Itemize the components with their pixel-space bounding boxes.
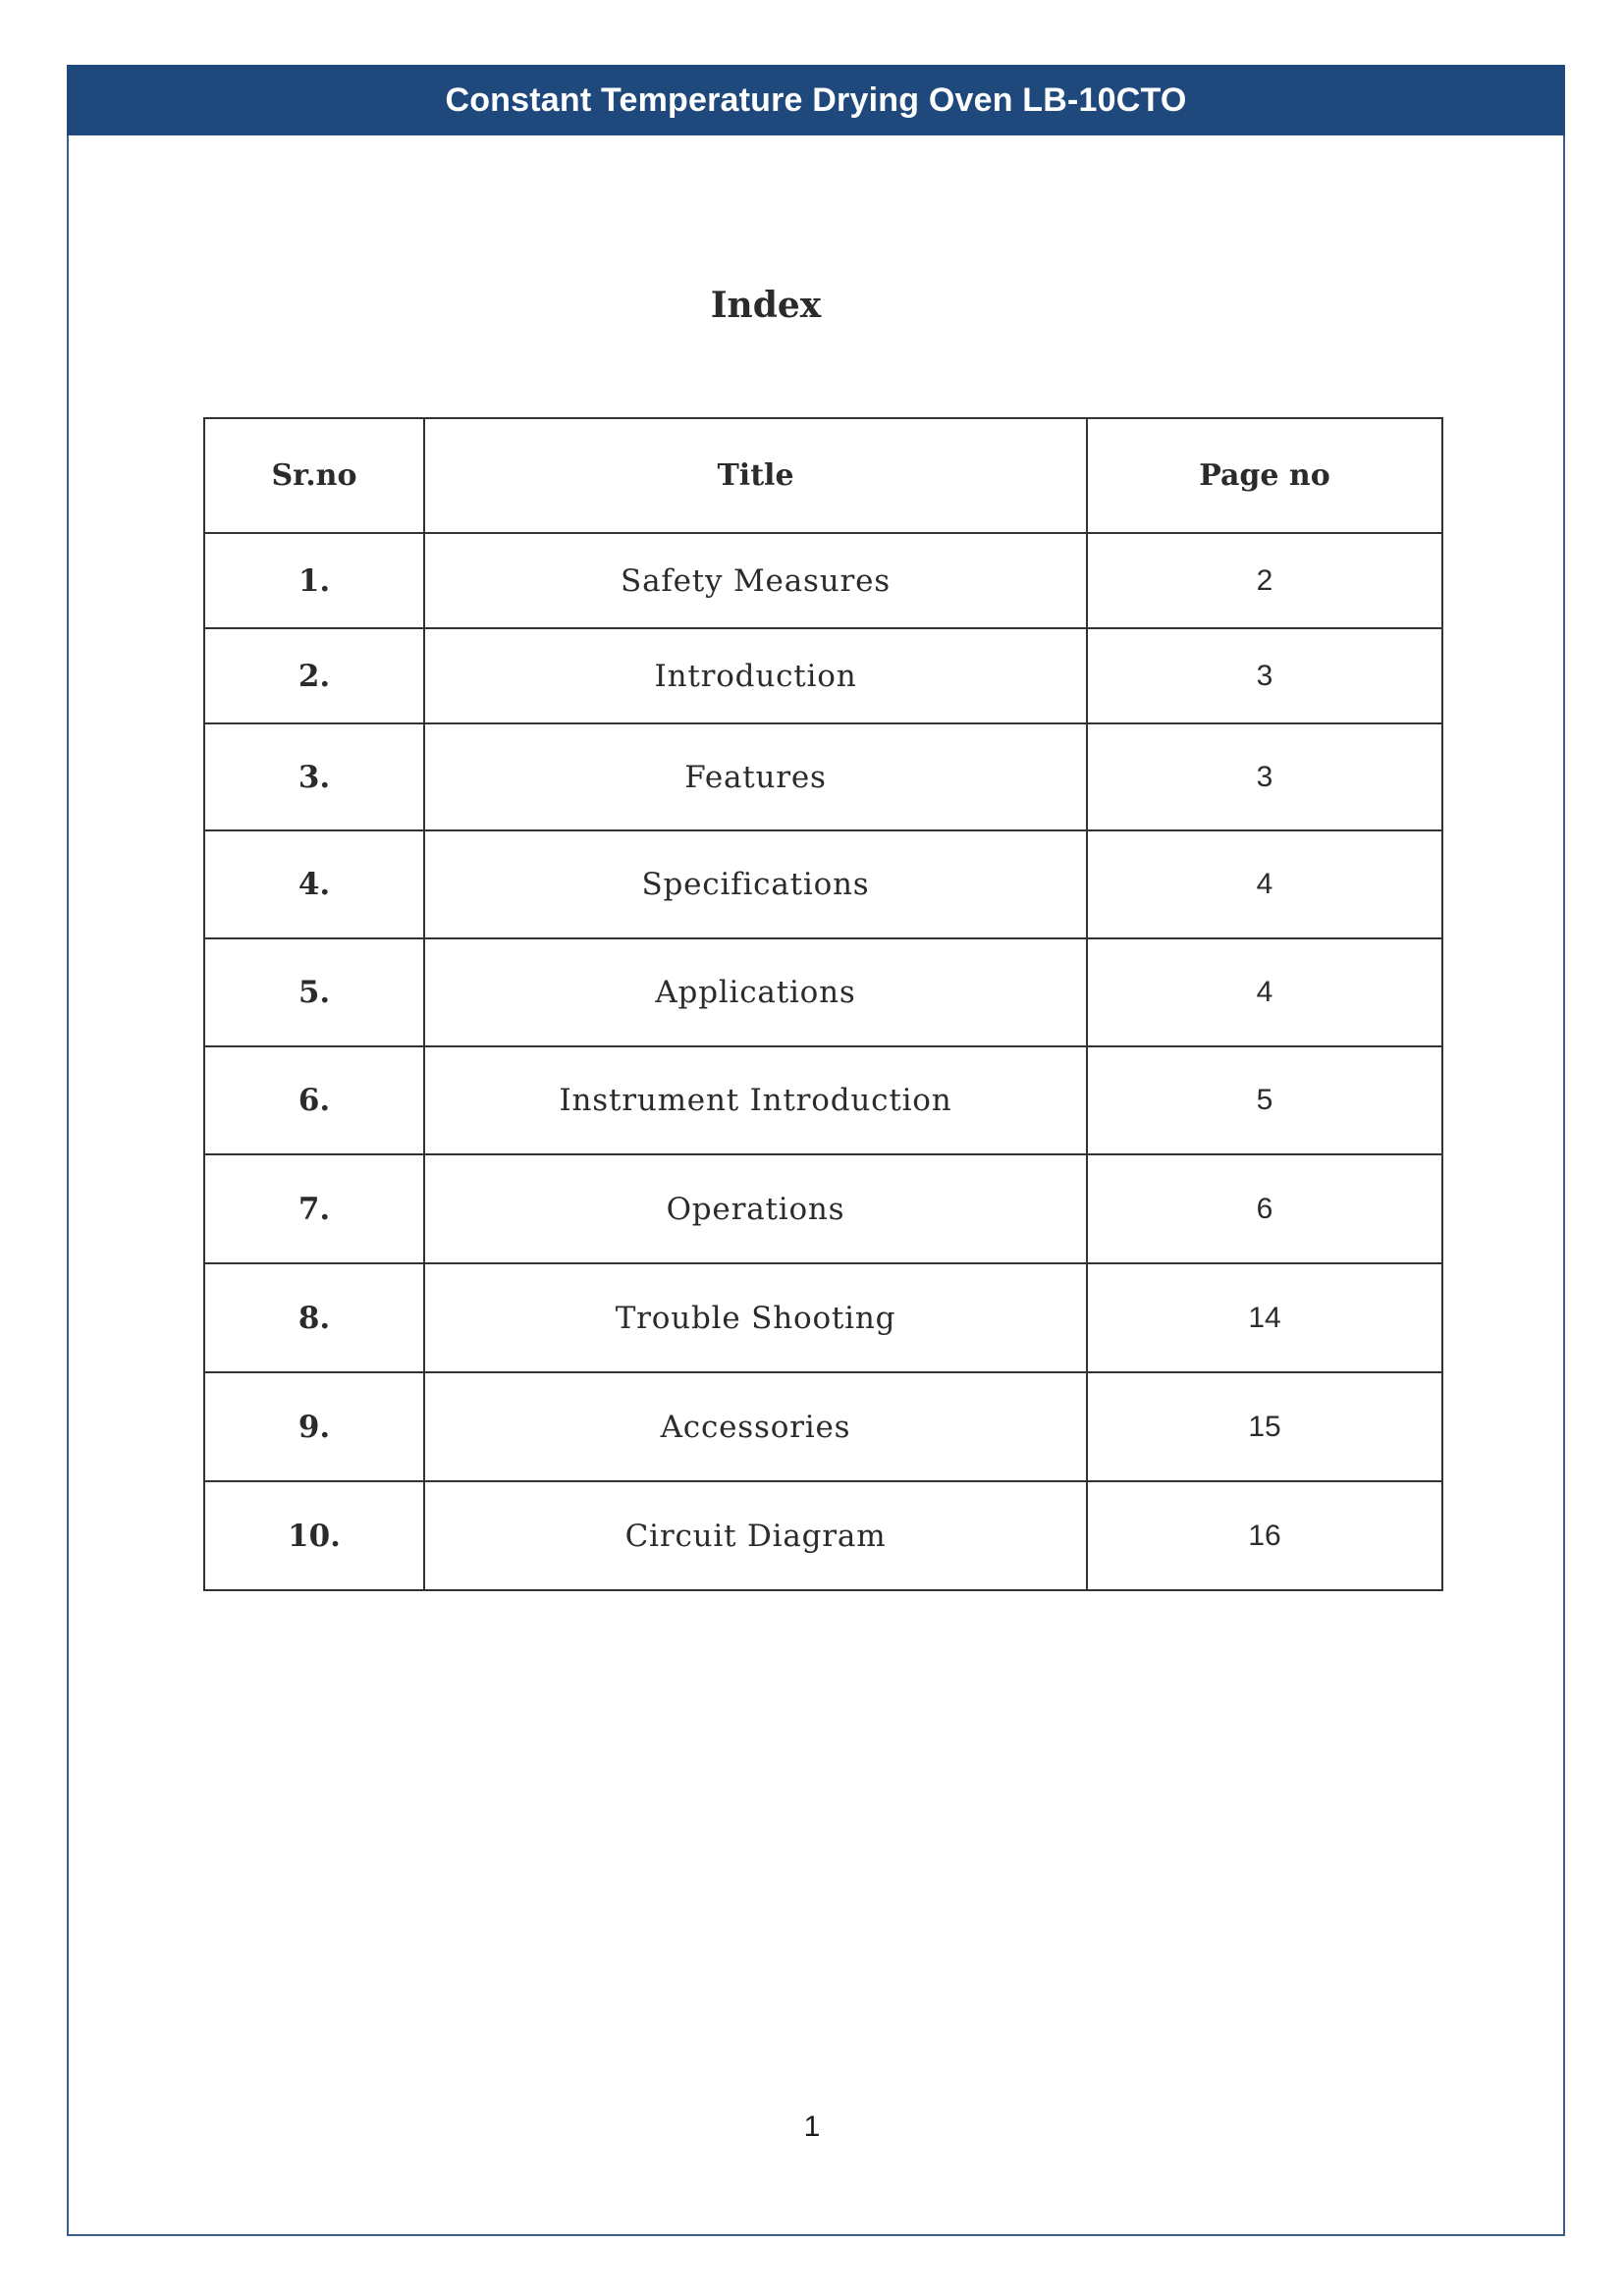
- sr-no-header: Sr.no: [204, 418, 424, 533]
- table-row: [204, 628, 1442, 723]
- page-no-cell: 5: [1087, 1046, 1442, 1154]
- sr-no-cell: 4.: [204, 830, 424, 938]
- document-header: [67, 65, 1565, 135]
- sr-no-cell: 6.: [204, 1046, 424, 1154]
- sr-no-cell: 8.: [204, 1263, 424, 1372]
- page-no-cell: 16: [1087, 1481, 1442, 1590]
- index-table: [203, 417, 1443, 1591]
- table-row: [204, 723, 1442, 830]
- page-no-cell: 14: [1087, 1263, 1442, 1372]
- table-row: [204, 1372, 1442, 1481]
- table-row: [204, 1046, 1442, 1154]
- page-no-cell: 15: [1087, 1372, 1442, 1481]
- table-row: [204, 533, 1442, 628]
- title-cell: Features: [424, 723, 1087, 830]
- page-no-cell: 4: [1087, 938, 1442, 1046]
- title-cell: Introduction: [424, 628, 1087, 723]
- page-no-cell: 6: [1087, 1154, 1442, 1263]
- title-cell: Operations: [424, 1154, 1087, 1263]
- page-number: 1: [803, 2110, 821, 2143]
- title-cell: Accessories: [424, 1372, 1087, 1481]
- title-cell: Instrument Introduction: [424, 1046, 1087, 1154]
- page-no-cell: 3: [1087, 628, 1442, 723]
- table-row: [204, 938, 1442, 1046]
- page-no-cell: 2: [1087, 533, 1442, 628]
- table-row: [204, 1154, 1442, 1263]
- page-no-header: Page no: [1087, 418, 1442, 533]
- title-cell: Applications: [424, 938, 1087, 1046]
- sr-no-cell: 9.: [204, 1372, 424, 1481]
- page-no-cell: 4: [1087, 830, 1442, 938]
- page-no-cell: 3: [1087, 723, 1442, 830]
- table-row: [204, 830, 1442, 938]
- title-cell: Circuit Diagram: [424, 1481, 1087, 1590]
- sr-no-cell: 2.: [204, 628, 424, 723]
- sr-no-cell: 1.: [204, 533, 424, 628]
- table-row: [204, 1263, 1442, 1372]
- title-cell: Safety Measures: [424, 533, 1087, 628]
- document-title: Constant Temperature Drying Oven LB-10CTO: [445, 80, 1187, 119]
- title-cell: Specifications: [424, 830, 1087, 938]
- title-header: Title: [424, 418, 1087, 533]
- sr-no-cell: 3.: [204, 723, 424, 830]
- sr-no-cell: 7.: [204, 1154, 424, 1263]
- sr-no-cell: 10.: [204, 1481, 424, 1590]
- table-header-row: [204, 418, 1442, 533]
- sr-no-cell: 5.: [204, 938, 424, 1046]
- table-row: [204, 1481, 1442, 1590]
- index-heading: Index: [710, 285, 822, 326]
- title-cell: Trouble Shooting: [424, 1263, 1087, 1372]
